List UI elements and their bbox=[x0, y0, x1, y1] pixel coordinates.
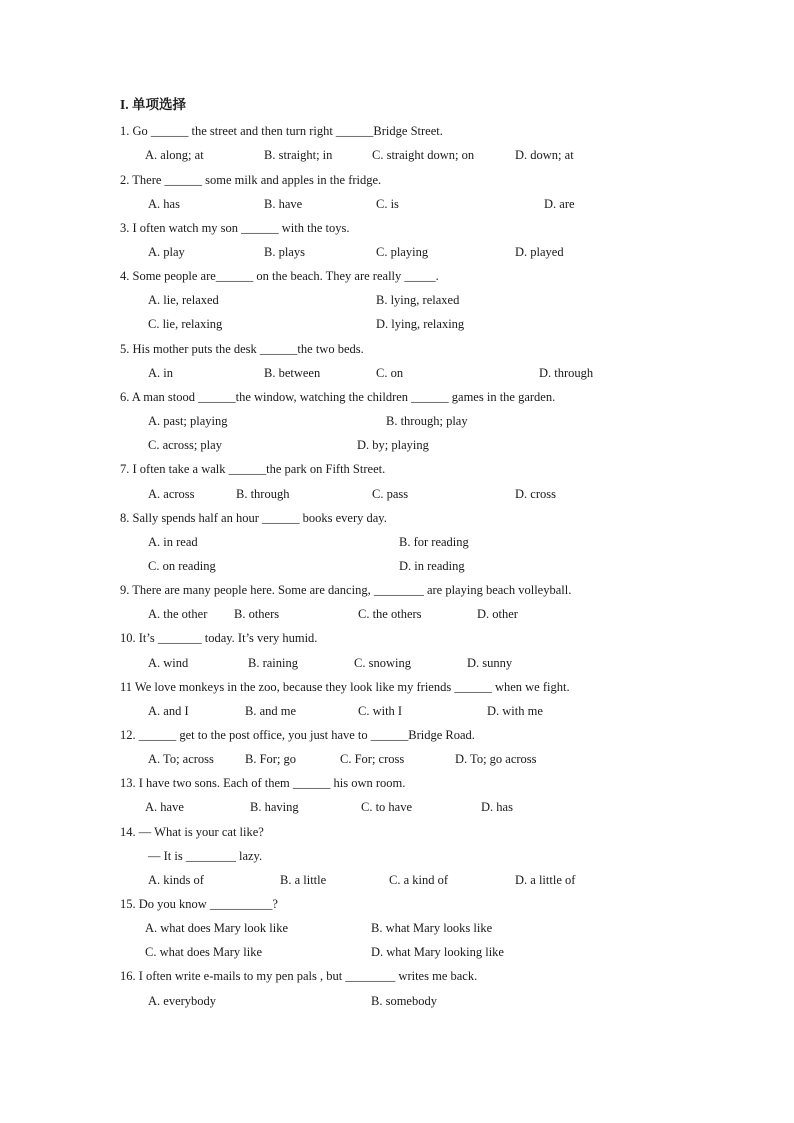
question-9-option-d: D. other bbox=[477, 607, 518, 621]
question-1-option-a: A. along; at bbox=[145, 148, 204, 162]
question-5-option-b: B. between bbox=[264, 366, 321, 380]
question-11-stem: 11 We love monkeys in the zoo, because they look like my friends ______ when we fight. bbox=[120, 680, 570, 694]
question-8-option-b: B. for reading bbox=[399, 535, 469, 549]
question-3-option-a: A. play bbox=[148, 245, 185, 259]
question-8-option-c: C. on reading bbox=[148, 559, 216, 573]
question-11-option-c: C. with I bbox=[358, 704, 403, 718]
question-14-response: — It is ________ lazy. bbox=[148, 849, 263, 863]
question-13-option-b: B. having bbox=[250, 800, 299, 814]
question-2-option-a: A. has bbox=[148, 197, 180, 211]
question-3-stem: 3. I often watch my son ______ with the toys. bbox=[120, 221, 350, 235]
question-2-option-d: D. are bbox=[544, 197, 575, 211]
question-13-option-d: D. has bbox=[481, 800, 513, 814]
question-16-option-a: A. everybody bbox=[148, 994, 217, 1008]
question-5-option-d: D. through bbox=[539, 366, 594, 380]
question-7-option-d: D. cross bbox=[515, 487, 556, 501]
question-6-option-b: B. through; play bbox=[386, 414, 468, 428]
question-16-stem: 16. I often write e-mails to my pen pals , but ________ writes me back. bbox=[120, 969, 478, 983]
question-2-option-c: C. is bbox=[376, 197, 399, 211]
question-14-stem: 14. — What is your cat like? bbox=[120, 825, 264, 839]
question-9-stem: 9. There are many people here. Some are dancing, ________ are playing beach volleyball. bbox=[120, 583, 572, 597]
question-9-option-a: A. the other bbox=[148, 607, 208, 621]
question-16-option-b: B. somebody bbox=[371, 994, 437, 1008]
question-12-option-a: A. To; across bbox=[148, 752, 214, 766]
question-1-option-b: B. straight; in bbox=[264, 148, 333, 162]
question-9-option-c: C. the others bbox=[358, 607, 422, 621]
question-1-option-d: D. down; at bbox=[515, 148, 574, 162]
question-10-stem: 10. It’s _______ today. It’s very humid. bbox=[120, 631, 318, 645]
question-9-option-b: B. others bbox=[234, 607, 280, 621]
section-title: I. 单项选择 bbox=[120, 97, 187, 112]
question-7-option-a: A. across bbox=[148, 487, 195, 501]
question-1-stem: 1. Go ______ the street and then turn right ______Bridge Street. bbox=[120, 124, 443, 138]
question-11-option-d: D. with me bbox=[487, 704, 543, 718]
question-4-option-c: C. lie, relaxing bbox=[148, 317, 223, 331]
question-12-option-d: D. To; go across bbox=[455, 752, 537, 766]
question-3-option-c: C. playing bbox=[376, 245, 429, 259]
question-10-option-b: B. raining bbox=[248, 656, 298, 670]
question-6-option-a: A. past; playing bbox=[148, 414, 228, 428]
question-14-option-d: D. a little of bbox=[515, 873, 576, 887]
question-2-option-b: B. have bbox=[264, 197, 303, 211]
question-15-option-d: D. what Mary looking like bbox=[371, 945, 504, 959]
question-4-stem: 4. Some people are______ on the beach. They are really _____. bbox=[120, 269, 439, 283]
question-11-option-a: A. and I bbox=[148, 704, 189, 718]
question-7-stem: 7. I often take a walk ______the park on Fifth Street. bbox=[120, 462, 386, 476]
question-14-option-b: B. a little bbox=[280, 873, 327, 887]
question-10-option-d: D. sunny bbox=[467, 656, 513, 670]
question-12-option-c: C. For; cross bbox=[340, 752, 405, 766]
question-5-option-c: C. on bbox=[376, 366, 404, 380]
question-6-option-c: C. across; play bbox=[148, 438, 222, 452]
question-10-option-c: C. snowing bbox=[354, 656, 411, 670]
question-11-option-b: B. and me bbox=[245, 704, 297, 718]
question-4-option-d: D. lying, relaxing bbox=[376, 317, 465, 331]
question-8-stem: 8. Sally spends half an hour ______ books every day. bbox=[120, 511, 387, 525]
question-12-stem: 12. ______ get to the post office, you just have to ______Bridge Road. bbox=[120, 728, 475, 742]
question-7-option-c: C. pass bbox=[372, 487, 409, 501]
question-15-option-c: C. what does Mary like bbox=[145, 945, 262, 959]
question-13-option-a: A. have bbox=[145, 800, 184, 814]
question-4-option-a: A. lie, relaxed bbox=[148, 293, 219, 307]
question-3-option-b: B. plays bbox=[264, 245, 305, 259]
question-15-stem: 15. Do you know __________? bbox=[120, 897, 278, 911]
question-13-option-c: C. to have bbox=[361, 800, 413, 814]
question-5-option-a: A. in bbox=[148, 366, 173, 380]
question-12-option-b: B. For; go bbox=[245, 752, 297, 766]
question-5-stem: 5. His mother puts the desk ______the two beds. bbox=[120, 342, 364, 356]
question-8-option-d: D. in reading bbox=[399, 559, 465, 573]
question-3-option-d: D. played bbox=[515, 245, 564, 259]
question-10-option-a: A. wind bbox=[148, 656, 189, 670]
question-1-option-c: C. straight down; on bbox=[372, 148, 475, 162]
question-6-stem: 6. A man stood ______the window, watching the children ______ games in the garden. bbox=[120, 390, 556, 404]
question-2-stem: 2. There ______ some milk and apples in the fridge. bbox=[120, 173, 382, 187]
question-8-option-a: A. in read bbox=[148, 535, 198, 549]
question-7-option-b: B. through bbox=[236, 487, 290, 501]
question-13-stem: 13. I have two sons. Each of them ______ his own room. bbox=[120, 776, 406, 790]
question-15-option-b: B. what Mary looks like bbox=[371, 921, 493, 935]
question-14-option-c: C. a kind of bbox=[389, 873, 449, 887]
question-4-option-b: B. lying, relaxed bbox=[376, 293, 460, 307]
question-15-option-a: A. what does Mary look like bbox=[145, 921, 289, 935]
question-6-option-d: D. by; playing bbox=[357, 438, 429, 452]
question-14-option-a: A. kinds of bbox=[148, 873, 204, 887]
